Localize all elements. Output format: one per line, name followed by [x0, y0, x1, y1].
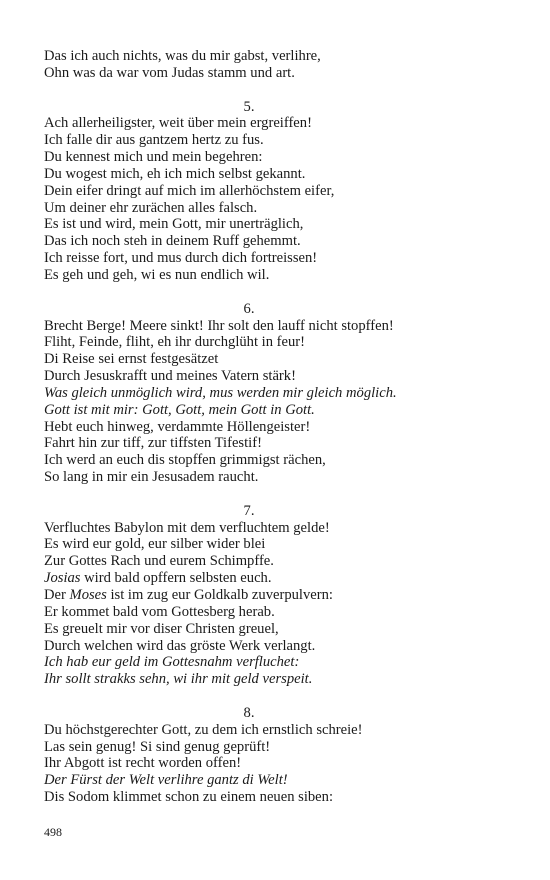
poem-line — [44, 267, 514, 284]
poem-line — [44, 536, 514, 553]
stanza-number: 7. — [243, 502, 255, 519]
stanza — [44, 301, 514, 486]
line-text: Zur Gottes Rach und eurem Schimpffe. — [44, 553, 274, 570]
poem-line — [44, 183, 514, 200]
poem-line — [44, 520, 514, 537]
line-text: Ohn was da war vom Judas stamm und art. — [44, 64, 295, 81]
poem-line — [44, 553, 514, 570]
poem-line — [44, 638, 514, 655]
poem-line — [44, 789, 514, 806]
poem-line — [44, 671, 514, 688]
poem-line — [44, 318, 514, 335]
line-text: Durch welchen wird das gröste Werk verlangt. — [44, 637, 316, 654]
poem-line — [44, 233, 514, 250]
line-text: wird bald opffern selbsten euch. — [80, 570, 272, 587]
line-text-italic: Gott ist mit mir: Gott, Gott, mein Gott in Gott. — [44, 401, 315, 418]
line-text: Durch Jesuskrafft und meines Vatern stärk! — [44, 368, 296, 385]
poem-line — [44, 604, 514, 621]
poem-line — [44, 149, 514, 166]
line-text: Er kommet bald vom Gottesberg herab. — [44, 603, 275, 620]
opening-lines — [44, 48, 514, 82]
poem-line — [44, 115, 514, 132]
line-text: Der — [44, 587, 70, 603]
line-text: Ich werd an euch dis stopffen grimmigst rächen, — [44, 452, 326, 469]
line-text-italic: Was gleich unmöglich wird, mus werden mir gleich möglich. — [44, 384, 397, 401]
line-text: Du kennest mich und mein begehren: — [44, 149, 263, 166]
poem-line — [44, 216, 514, 233]
line-text: Dein eifer dringt auf mich im allerhöchstem eifer, — [44, 182, 335, 199]
line-text: Um deiner ehr zurächen alles falsch. — [44, 199, 258, 216]
line-text-italic: Ich hab eur geld im Gottesnahm verfluchet: — [44, 654, 300, 671]
poem-line — [44, 654, 514, 671]
poem-line — [44, 570, 514, 587]
poem-line — [44, 65, 514, 82]
line-text: Ach allerheiligster, weit über mein ergreiffen! — [44, 115, 312, 132]
page-number: 498 — [44, 825, 62, 839]
line-text: So lang in mir ein Jesusadem raucht. — [44, 469, 259, 486]
stanza — [44, 705, 514, 806]
line-text: ist im zug eur Goldkalb zuverpulvern: — [106, 587, 333, 603]
line-text: Verfluchtes Babylon mit dem verfluchtem gelde! — [44, 519, 330, 536]
line-text: Du wogest mich, eh ich mich selbst gekannt. — [44, 165, 306, 182]
poem-line — [44, 334, 514, 351]
line-text: Fahrt hin zur tiff, zur tiffsten Tifestif! — [44, 435, 262, 452]
line-text: Ich reisse fort, und mus durch dich fortreissen! — [44, 250, 318, 267]
poem-line — [44, 48, 514, 65]
poem-line — [44, 368, 514, 385]
line-text: Es greuelt mir vor diser Christen greuel, — [44, 620, 279, 637]
line-text-italic: Der Fürst der Welt verlihre gantz di Welt! — [44, 772, 288, 789]
line-text: Es ist und wird, mein Gott, mir unerträglich, — [44, 216, 304, 233]
line-text: Ich falle dir aus gantzem hertz zu fus. — [44, 132, 264, 149]
line-text: Das ich noch steh in deinem Ruff gehemmt. — [44, 233, 301, 250]
line-text: Es geh und geh, wi es nun endlich wil. — [44, 266, 270, 283]
line-text-italic: Ihr sollt strakks sehn, wi ihr mit geld verspeit. — [44, 671, 313, 688]
poem-line — [44, 250, 514, 267]
line-text: Du höchstgerechter Gott, zu dem ich ernstlich schreie! — [44, 721, 363, 738]
poem-line — [44, 739, 514, 756]
stanza — [44, 99, 514, 284]
line-text: Brecht Berge! Meere sinkt! Ihr solt den lauff nicht stopffen! — [44, 317, 394, 334]
poem-line — [44, 772, 514, 789]
line-text: Las sein genug! Si sind genug geprüft! — [44, 738, 271, 755]
stanza-number: 8. — [243, 704, 255, 721]
line-text: Dis Sodom klimmet schon zu einem neuen siben: — [44, 789, 333, 806]
stanza-list — [44, 99, 514, 806]
stanza-number: 5. — [243, 98, 255, 115]
poem-page — [44, 48, 514, 806]
poem-line — [44, 755, 514, 772]
line-text: Hebt euch hinweg, verdammte Höllengeister! — [44, 418, 311, 435]
poem-line — [44, 132, 514, 149]
poem-line — [44, 452, 514, 469]
poem-line — [44, 419, 514, 436]
stanza — [44, 503, 514, 688]
stanza-number: 6. — [243, 300, 255, 317]
poem-line — [44, 351, 514, 368]
poem-line — [44, 435, 514, 452]
poem-line — [44, 587, 514, 604]
poem-line — [44, 621, 514, 638]
line-text: Das ich auch nichts, was du mir gabst, verlihre, — [44, 48, 321, 64]
poem-line — [44, 385, 514, 402]
poem-line — [44, 402, 514, 419]
poem-line — [44, 469, 514, 486]
line-text: Ihr Abgott ist recht worden offen! — [44, 755, 242, 772]
line-text: Fliht, Feinde, fliht, eh ihr durchglüht in feur! — [44, 334, 306, 351]
line-text: Di Reise sei ernst festgesätzet — [44, 351, 219, 368]
poem-line — [44, 166, 514, 183]
poem-line — [44, 200, 514, 217]
poem-line — [44, 722, 514, 739]
line-text: Es wird eur gold, eur silber wider blei — [44, 536, 266, 553]
line-text-italic: Moses — [69, 587, 107, 603]
line-text-italic: Josias — [44, 570, 81, 587]
